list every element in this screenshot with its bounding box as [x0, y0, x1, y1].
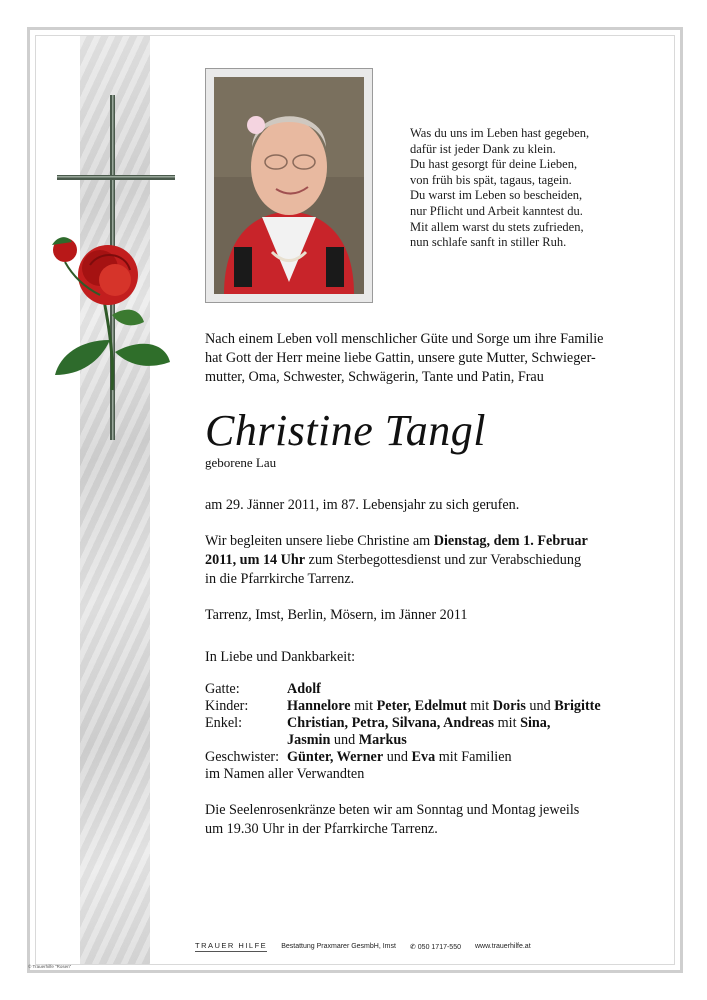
footer-web[interactable]: www.trauerhilfe.at — [475, 943, 531, 950]
family-label: Geschwister: — [205, 749, 280, 765]
family-row-gatte — [205, 681, 601, 698]
copyright: © Trauerhilfe "Rosen" — [28, 964, 72, 969]
deceased-name: Christine Tangl — [205, 406, 486, 455]
intro-line: Nach einem Leben voll menschlicher Güte und Sorge um ihre Familie — [205, 331, 604, 347]
intro-line: hat Gott der Herr meine liebe Gattin, unsere gute Mutter, Schwieger- — [205, 350, 596, 366]
family-names — [287, 715, 550, 732]
family-row-kinder — [205, 698, 601, 715]
maiden-name: geborene Lau — [205, 455, 277, 470]
family-name: Adolf — [287, 681, 321, 697]
death-line: am 29. Jänner 2011, im 87. Lebensjahr zu sich gerufen. — [205, 497, 520, 513]
poem — [410, 126, 589, 251]
family-name: Eva — [411, 749, 436, 765]
funeral-line-2 — [205, 551, 588, 570]
family-conj: mit — [494, 715, 521, 731]
family-row-geschwister — [205, 749, 601, 766]
family-names — [287, 749, 512, 766]
death-notice — [205, 496, 519, 515]
family-name: Peter, Edelmut — [376, 698, 467, 714]
portrait-photo — [214, 77, 364, 294]
poem-line: nur Pflicht und Arbeit kanntest du. — [410, 203, 583, 218]
family-name: Markus — [358, 732, 407, 748]
poem-line: Du warst im Leben so bescheiden, — [410, 188, 583, 203]
family-relatives: im Namen aller Verwandten — [205, 766, 365, 782]
intro-text — [205, 330, 603, 387]
rosary-info — [205, 801, 579, 839]
family-name: Doris — [492, 698, 526, 714]
rosary-line: um 19.30 Uhr in der Pfarrkirche Tarrenz. — [205, 821, 438, 837]
rosary-line: Die Seelenrosenkränze beten wir am Sonntag und Montag jeweils — [205, 802, 580, 818]
family-label: Gatte: — [205, 681, 240, 697]
family-name: Christian, Petra, Silvana, Andreas — [287, 715, 495, 731]
portrait-frame — [205, 68, 373, 303]
family-list — [205, 681, 601, 783]
funeral-time: 2011, um 14 Uhr — [205, 552, 306, 568]
place-date — [205, 606, 467, 625]
footer-phone: 050 1717-550 — [417, 943, 461, 951]
family-row-enkel-cont — [205, 732, 601, 749]
family-conj: mit Familien — [435, 749, 512, 765]
family-label-empty — [205, 732, 287, 749]
funeral-info — [205, 532, 588, 589]
family-names — [287, 698, 601, 715]
phone-icon: ✆ — [409, 943, 416, 951]
funeral-text: Wir begleiten unsere liebe Christine am — [205, 533, 434, 549]
family-conj: mit — [466, 698, 493, 714]
portrait-illustration — [214, 77, 364, 294]
family-name: Brigitte — [554, 698, 601, 714]
family-name: Hannelore — [287, 698, 351, 714]
funeral-line-1 — [205, 532, 588, 551]
family-name: Jasmin — [287, 732, 331, 748]
thanks-line: In Liebe und Dankbarkeit: — [205, 649, 356, 665]
poem-line: von früh bis spät, tagaus, tagein. — [410, 172, 572, 187]
family-row-verwandte — [205, 766, 601, 783]
poem-line: dafür ist jeder Dank zu klein. — [410, 141, 556, 156]
place-date-line: Tarrenz, Imst, Berlin, Mösern, im Jänner 2011 — [205, 607, 468, 623]
intro-line: mutter, Oma, Schwester, Schwägerin, Tante und Patin, Frau — [205, 369, 544, 385]
poem-line: Du hast gesorgt für deine Lieben, — [410, 157, 578, 172]
funeral-date: Dienstag, dem 1. Februar — [433, 533, 588, 549]
poem-line: nun schlafe sanft in stiller Ruh. — [410, 235, 567, 250]
funeral-line-3: in die Pfarrkirche Tarrenz. — [205, 571, 355, 587]
cross-with-rose-icon — [40, 90, 190, 450]
poem-line: Mit allem warst du stets zufrieden, — [410, 219, 584, 234]
family-conj: und — [525, 698, 555, 714]
funeral-text: zum Sterbegottesdienst und zur Verabschiedung — [305, 552, 582, 568]
footer-phone-group — [410, 943, 461, 951]
footer — [195, 941, 531, 952]
thanks-heading — [205, 648, 355, 667]
family-name: Günter, Werner — [287, 749, 384, 765]
footer-company: Bestattung Praxmarer GesmbH, Imst — [281, 943, 396, 950]
family-conj: mit — [350, 698, 377, 714]
family-name: Sina, — [520, 715, 551, 731]
footer-brand: TRAUER HILFE — [195, 941, 268, 950]
poem-line: Was du uns im Leben hast gegeben, — [410, 126, 590, 140]
family-conj: und — [383, 749, 412, 765]
family-label: Kinder: — [205, 698, 249, 714]
family-row-enkel — [205, 715, 601, 732]
family-names — [287, 732, 407, 749]
family-conj: und — [330, 732, 359, 748]
family-label: Enkel: — [205, 715, 243, 731]
